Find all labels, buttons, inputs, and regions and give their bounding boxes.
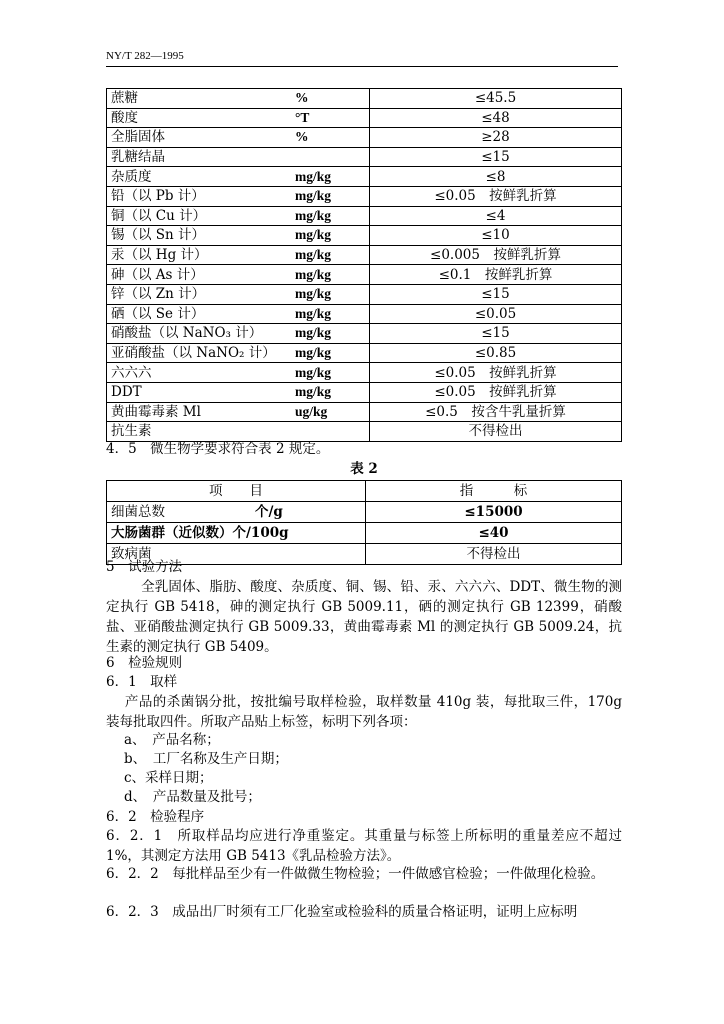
table-row [107, 422, 622, 442]
spec-name: 抗生素 [107, 422, 292, 442]
table-row [107, 265, 622, 285]
table-row [107, 245, 622, 265]
spec-value: ≤0.05 [370, 304, 622, 324]
table-row [107, 206, 622, 226]
spec-value: ≥28 [370, 128, 622, 148]
spec-name: 锌（以 Zn 计） [107, 284, 292, 304]
spec-unit: mg/kg [291, 167, 370, 187]
spec-name: 黄曲霉毒素 Ml [107, 402, 292, 422]
table-row [107, 186, 622, 206]
spec-unit: % [291, 128, 370, 148]
table-row [107, 523, 622, 544]
micro-value: ≤15000 [366, 502, 622, 523]
table-row [107, 226, 622, 246]
standard-code: NY/T 282—1995 [106, 50, 184, 62]
spec-unit: mg/kg [291, 382, 370, 402]
spec-value: ≤15 [370, 147, 622, 167]
header-divider [106, 66, 618, 67]
section6-title: 6 检验规则 [106, 655, 183, 671]
spec-value: ≤0.05 按鲜乳折算 [370, 186, 622, 206]
table-row [107, 89, 622, 109]
table-row [107, 284, 622, 304]
spec-unit: mg/kg [291, 363, 370, 383]
spec-name: 砷（以 As 计） [107, 265, 292, 285]
spec-name: 硝酸盐（以 NaNO₃ 计） [107, 324, 292, 344]
table-row [107, 382, 622, 402]
table-row [107, 502, 622, 523]
micro-value: 不得检出 [366, 544, 622, 565]
section6-2-1: 6．2．1 所取样品均应进行净重鉴定。其重量与标签上所标明的重量差应不超过 1%，其测定方法用 GB 5413《乳品检验方法》。 [106, 828, 622, 864]
table-row [107, 128, 622, 148]
spec-value: ≤15 [370, 284, 622, 304]
spec-table [106, 88, 622, 442]
micro-name: 致病菌 [107, 544, 366, 565]
section6-2-title: 6．2 检验程序 [106, 809, 205, 825]
spec-value: ≤15 [370, 324, 622, 344]
spec-name: DDT [107, 382, 292, 402]
spec-value: ≤4 [370, 206, 622, 226]
micro-value: ≤40 [366, 523, 622, 544]
spec-unit: mg/kg [291, 265, 370, 285]
spec-unit: mg/kg [291, 186, 370, 206]
spec-value: ≤0.5 按含牛乳量折算 [370, 402, 622, 422]
spec-value: ≤45.5 [370, 89, 622, 109]
spec-value: ≤8 [370, 167, 622, 187]
spec-name: 杂质度 [107, 167, 292, 187]
table-row [107, 167, 622, 187]
section5-title: 5 试验方法 [106, 559, 183, 575]
section6-1-body: 产品的杀菌锅分批，按批编号取样检验，取样数量 410g 装，每批取三件，170g 装每批取四件。所取产品贴上标签，标明下列各项： [106, 694, 622, 730]
spec-name: 铅（以 Pb 计） [107, 186, 292, 206]
spec-unit: mg/kg [291, 206, 370, 226]
section5-body: 全乳固体、脂肪、酸度、杂质度、铜、锡、铅、汞、六六六、DDT、微生物的测定执行 GB 5418，砷的测定执行 GB 5009.11，硒的测定执行 GB 12399，硝酸盐、亚硝酸盐测定执行 GB 5009.33，黄曲霉毒素 Ml 的测定执行 GB 5009.24，抗生素的测定执行 GB 5409。 [106, 579, 622, 655]
spec-value: ≤0.005 按鲜乳折算 [370, 245, 622, 265]
spec-unit [291, 147, 370, 167]
spec-name: 亚硝酸盐（以 NaNO₂ 计） [107, 343, 292, 363]
section-4-5: 4．5 微生物学要求符合表 2 规定。 [106, 441, 330, 457]
list-item: a、 产品名称； [124, 732, 220, 748]
spec-unit: mg/kg [291, 226, 370, 246]
table-row [107, 147, 622, 167]
spec-name: 蔗糖 [107, 89, 292, 109]
spec-name: 乳糖结晶 [107, 147, 292, 167]
table-row [107, 324, 622, 344]
spec-name: 铜（以 Cu 计） [107, 206, 292, 226]
spec-unit: mg/kg [291, 284, 370, 304]
spec-value: ≤10 [370, 226, 622, 246]
table-row [107, 544, 622, 565]
table-row [107, 343, 622, 363]
spec-value: ≤0.05 按鲜乳折算 [370, 382, 622, 402]
table-row [107, 402, 622, 422]
spec-name: 硒（以 Se 计） [107, 304, 292, 324]
spec-unit [291, 422, 370, 442]
list-item: b、 工厂名称及生产日期； [124, 751, 288, 767]
spec-name: 酸度 [107, 108, 292, 128]
micro-table [106, 480, 622, 565]
spec-value: ≤0.85 [370, 343, 622, 363]
spec-unit: mg/kg [291, 343, 370, 363]
list-item: d、 产品数量及批号； [124, 789, 261, 805]
spec-name: 汞（以 Hg 计） [107, 245, 292, 265]
table-row [107, 108, 622, 128]
header-index: 指 标 [366, 481, 622, 502]
spec-value: ≤0.1 按鲜乳折算 [370, 265, 622, 285]
spec-unit: °T [291, 108, 370, 128]
spec-name: 全脂固体 [107, 128, 292, 148]
micro-name: 大肠菌群（近似数）个/100g [107, 523, 366, 544]
spec-unit: mg/kg [291, 245, 370, 265]
section6-2-3: 6．2．3 成品出厂时须有工厂化验室或检验科的质量合格证明，证明上应标明 [106, 904, 578, 920]
spec-unit: mg/kg [291, 324, 370, 344]
spec-unit: mg/kg [291, 304, 370, 324]
table-row [107, 304, 622, 324]
table2-title: 表 2 [350, 461, 378, 477]
header-item: 项 目 [107, 481, 366, 502]
list-item: c、采样日期； [124, 770, 213, 786]
spec-name: 六六六 [107, 363, 292, 383]
spec-value: 不得检出 [370, 422, 622, 442]
spec-unit: ug/kg [291, 402, 370, 422]
micro-table-header [107, 481, 622, 502]
micro-name: 细菌总数 个/g [107, 502, 366, 523]
spec-value: ≤48 [370, 108, 622, 128]
section6-2-2: 6．2．2 每批样品至少有一件做微生物检验；一件做感官检验；一件做理化检验。 [106, 866, 605, 882]
section6-1-title: 6．1 取样 [106, 674, 178, 690]
spec-unit: % [291, 89, 370, 109]
spec-value: ≤0.05 按鲜乳折算 [370, 363, 622, 383]
table-row [107, 363, 622, 383]
spec-name: 锡（以 Sn 计） [107, 226, 292, 246]
